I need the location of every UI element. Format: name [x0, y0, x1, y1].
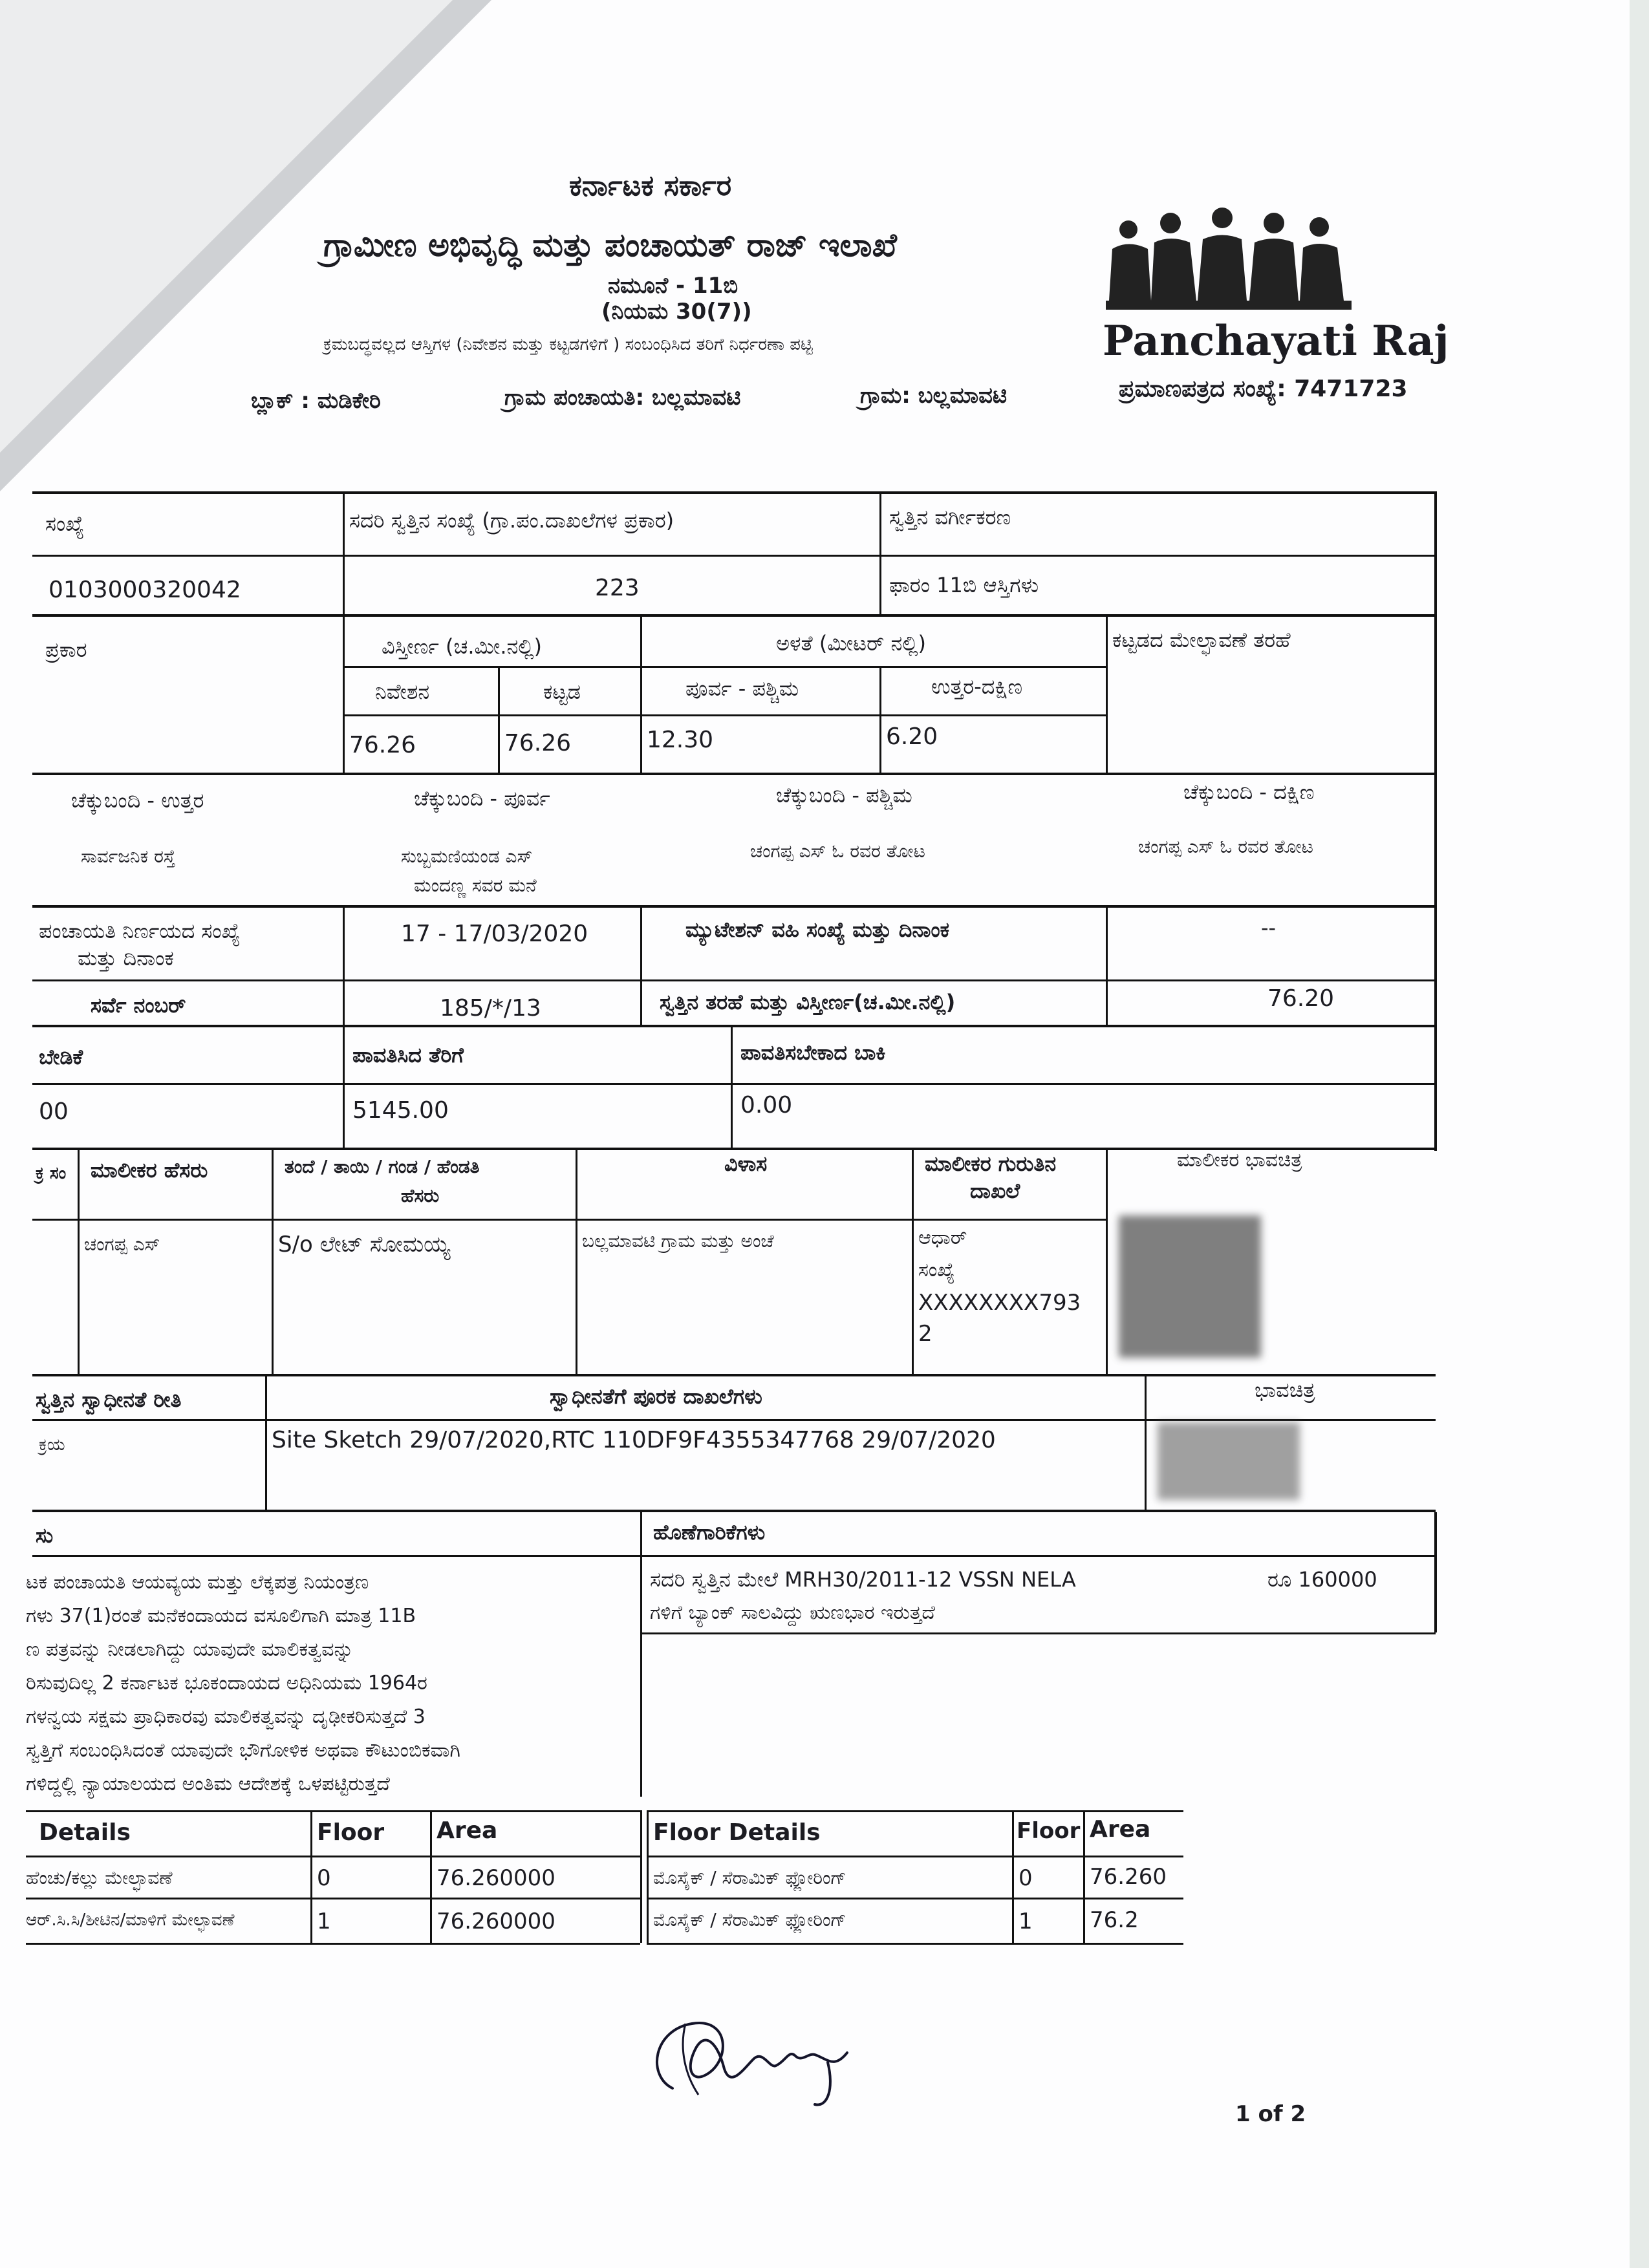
classification-header: ಸ್ವತ್ತಿನ ವರ್ಗೀಕರಣ: [889, 505, 1011, 530]
paid-tax-header: ಪಾವತಿಸಿದ ತೆರಿಗೆ: [352, 1043, 464, 1067]
left-floor-area-2: 76.260000: [436, 1909, 555, 1934]
relation-value: S/o ಲೇಟ್ ಸೋಮಯ್ಯ: [278, 1232, 451, 1257]
relation-header: ತಂದೆ / ತಾಯಿ / ಗಂಡ / ಹೆಂಡತಿ: [285, 1156, 480, 1177]
ownership-photo-header: ಭಾವಚಿತ್ರ: [1255, 1378, 1315, 1402]
property-area-header: ಸ್ವತ್ತಿನ ತರಹೆ ಮತ್ತು ವಿಸ್ತೀರ್ಣ(ಚ.ಮೀ.ನಲ್ಲಿ): [660, 990, 956, 1014]
address-value: ಬಲ್ಲಮಾವಟಿ ಗ್ರಾಮ ಮತ್ತು ಅಂಚೆ: [582, 1230, 774, 1252]
boundary-west-value: ಚಂಗಪ್ಪ ಎಸ್ ಓ ರವರ ತೋಟ: [750, 840, 925, 862]
boundary-east-value-2: ಮಂದಣ್ಣ ಸವರ ಮನೆ: [414, 875, 537, 896]
gram-panchayat-name: ಗ್ರಾಮ ಪಂಚಾಯತಿ: ಬಲ್ಲಮಾವಟಿ: [504, 385, 741, 411]
left-floor-area-1: 76.260000: [436, 1865, 555, 1891]
area-col-header: Area: [436, 1817, 498, 1844]
certificate-number: ಪ್ರಮಾಣಪತ್ರದ ಸಂಖ್ಯೆ: 7471723: [1119, 376, 1408, 402]
area-header: ವಿಸ್ತೀರ್ಣ (ಚ.ಮೀ.ನಲ್ಲಿ): [382, 634, 542, 659]
right-floor-number-2: 1: [1018, 1909, 1033, 1934]
logo-text: Panchayati Raj: [1103, 317, 1449, 365]
owner-name-header: ಮಾಲೀಕರ ಹೆಸರು: [91, 1158, 208, 1182]
mutation-value: --: [1261, 915, 1277, 940]
survey-number-value: 185/*/13: [440, 995, 541, 1022]
classification-value: ಫಾರಂ 11ಬಿ ಆಸ್ತಿಗಳು: [889, 573, 1039, 597]
id-doc-header: ಮಾಲೀಕರ ಗುರುತಿನ: [925, 1151, 1057, 1176]
id-value-3: XXXXXXXX793: [918, 1290, 1081, 1316]
mutation-header: ಮ್ಯುಟೇಶನ್ ವಹಿ ಸಂಖ್ಯೆ ಮತ್ತು ದಿನಾಂಕ: [685, 917, 950, 942]
serial-header: ಕ್ರ ಸಂ: [36, 1164, 67, 1183]
remark-line-5: ಗಳನ್ವಯ ಸಕ್ಷಮ ಪ್ರಾಧಿಕಾರವು ಮಾಲಿಕತ್ವವನ್ನು ದೃಢೀಕರಿಸುತ್ತದೆ 3: [26, 1706, 426, 1728]
form-number: ನಮೂನೆ - 11ಬಿ: [608, 273, 738, 299]
right-floor-area-2: 76.2: [1090, 1907, 1139, 1933]
remarks-header: ಸು: [36, 1523, 54, 1548]
resolution-value: 17 - 17/03/2020: [401, 921, 588, 947]
ownership-method-value: ಕ್ರಯ: [39, 1435, 65, 1455]
demand-header: ಬೇಡಿಕೆ: [39, 1045, 83, 1069]
village-name: ಗ್ರಾಮ: ಬಲ್ಲಮಾವಟಿ: [860, 383, 1008, 409]
roof-type-header: ಕಟ್ಟಡದ ಮೇಲ್ಛಾವಣೆ ತರಹೆ: [1112, 628, 1291, 652]
property-id-value: 0103000320042: [48, 577, 241, 603]
site-area-value: 76.26: [349, 732, 416, 758]
right-floor-detail-2: ಮೊಸೈಕ್ / ಸೆರಾಮಿಕ್ ಫ್ಲೋರಿಂಗ್: [653, 1909, 846, 1931]
liabilities-header: ಹೊಣೆಗಾರಿಕೆಗಳು: [653, 1520, 766, 1545]
address-header: ವಿಳಾಸ: [724, 1151, 768, 1176]
property-area-value: 76.20: [1267, 985, 1335, 1012]
right-floor-number-1: 0: [1018, 1865, 1033, 1891]
liability-line-2: ಗಳಿಗೆ ಬ್ಯಾಂಕ್ ಸಾಲವಿದ್ದು ಋಣಭಾರ ಇರುತ್ತದೆ: [650, 1601, 935, 1624]
measurement-header: ಅಳತೆ (ಮೀಟರ್ ನಲ್ಲಿ): [776, 631, 927, 656]
ownership-docs-header: ಸ್ವಾಧೀನತೆಗೆ ಪೂರಕ ದಾಖಲೆಗಳು: [550, 1384, 762, 1409]
second-photo: [1158, 1422, 1300, 1500]
balance-header: ಪಾವತಿಸಬೇಕಾದ ಬಾಕಿ: [740, 1040, 886, 1065]
boundary-south-value: ಚಂಗಪ್ಪ ಎಸ್ ಓ ರವರ ತೋಟ: [1138, 836, 1313, 857]
signature-icon: [634, 1991, 905, 2121]
property-number-value: 223: [595, 575, 640, 601]
remark-line-1: ಟಕ ಪಂಚಾಯತಿ ಆಯವ್ಯಯ ಮತ್ತು ಲೆಕ್ಕಪತ್ರ ನಿಯಂತ್ರಣ: [26, 1571, 369, 1594]
demand-value: 00: [39, 1098, 69, 1125]
details-header: Details: [39, 1819, 131, 1846]
building-area-value: 76.26: [504, 730, 572, 756]
liability-line-1: ಸದರಿ ಸ್ವತ್ತಿನ ಮೇಲೆ MRH30/2011-12 VSSN NELA: [650, 1567, 1076, 1592]
east-west-value: 12.30: [647, 727, 714, 753]
site-header: ನಿವೇಶನ: [375, 679, 430, 704]
form-subtitle: ಕ್ರಮಬದ್ಧವಲ್ಲದ ಆಸ್ತಿಗಳ (ನಿವೇಶನ ಮತ್ತು ಕಟ್ಟಡಗಳಿಗೆ ) ಸಂಬಂಧಿಸಿದ ತರಿಗೆ ನಿರ್ಧರಣಾ ಪಟ್ಟಿ: [323, 335, 813, 354]
resolution-header-2: ಮತ್ತು ದಿನಾಂಕ: [78, 946, 174, 970]
east-west-header: ಪೂರ್ವ - ಪಶ್ಚಿಮ: [685, 676, 799, 701]
government-title: ಕರ್ನಾಟಕ ಸರ್ಕಾರ: [569, 169, 732, 202]
survey-number-header: ಸರ್ವೆ ನಂಬರ್: [91, 993, 186, 1018]
floor-details-header: Floor Details: [653, 1819, 821, 1846]
ownership-docs-value: Site Sketch 29/07/2020,RTC 110DF9F4355347768 29/07/2020: [272, 1427, 996, 1453]
remark-line-7: ಗಳಿದ್ದಲ್ಲಿ ನ್ಯಾಯಾಲಯದ ಅಂತಿಮ ಆದೇಶಕ್ಕೆ ಒಳಪಟ್ಟಿರುತ್ತದೆ: [26, 1773, 390, 1795]
id-doc-header-2: ದಾಖಲೆ: [970, 1179, 1020, 1203]
boundary-east-header: ಚೆಕ್ಕುಬಂದಿ - ಪೂರ್ವ: [414, 786, 550, 811]
remark-line-2: ಗಳು 37(1)ರಂತೆ ಮನೆಕಂದಾಯದ ವಸೂಲಿಗಾಗಿ ಮಾತ್ರ 11B: [26, 1605, 416, 1627]
owner-name-value: ಚಂಗಪ್ಪ ಎಸ್: [84, 1234, 160, 1255]
relation-header-2: ಹೆಸರು: [401, 1185, 440, 1206]
boundary-east-value: ಸುಬ್ಬಮಣಿಯಂಡ ಎಸ್: [401, 846, 533, 867]
resolution-header: ಪಂಚಾಯತಿ ನಿರ್ಣಯದ ಸಂಖ್ಯೆ: [39, 919, 241, 943]
right-area-header: Area: [1090, 1816, 1151, 1843]
left-floor-detail-1: ಹೆಂಚು/ಕಲ್ಲು ಮೇಲ್ಛಾವಣೆ: [26, 1867, 173, 1888]
block-name: ಬ್ಲಾಕ್ : ಮಡಿಕೇರಿ: [251, 388, 382, 414]
boundary-north-value: ಸಾರ್ವಜನಿಕ ರಸ್ತೆ: [81, 846, 176, 867]
floor-header: Floor: [317, 1819, 385, 1846]
owner-photo-header: ಮಾಲೀಕರ ಭಾವಚಿತ್ರ: [1177, 1149, 1302, 1171]
balance-value: 0.00: [740, 1092, 793, 1118]
id-value-4: 2: [918, 1321, 932, 1347]
number-header: ಸಂಖ್ಯೆ: [45, 511, 85, 536]
right-floor-detail-1: ಮೊಸೈಕ್ / ಸೆರಾಮಿಕ್ ಫ್ಲೋರಿಂಗ್: [653, 1867, 846, 1888]
page-edge: [1630, 0, 1649, 2268]
boundary-west-header: ಚೆಕ್ಕುಬಂದಿ - ಪಶ್ಚಿಮ: [776, 783, 912, 808]
owner-photo: [1119, 1215, 1261, 1358]
type-header: ಪ್ರಕಾರ: [45, 637, 87, 662]
right-floor-area-1: 76.260: [1090, 1864, 1167, 1890]
north-south-value: 6.20: [886, 723, 938, 750]
north-south-header: ಉತ್ತರ-ದಕ್ಷಿಣ: [931, 674, 1023, 699]
left-floor-detail-2: ಆರ್.ಸಿ.ಸಿ/ಶೀಟಿನ/ಮಾಳಿಗೆ ಮೇಲ್ಛಾವಣೆ: [26, 1910, 235, 1930]
liability-amount: ರೂ 160000: [1267, 1567, 1377, 1592]
right-floor-header: Floor: [1017, 1818, 1081, 1844]
left-floor-number-2: 1: [317, 1909, 331, 1934]
property-number-header: ಸದರಿ ಸ್ವತ್ತಿನ ಸಂಖ್ಯೆ (ಗ್ರಾ.ಪಂ.ದಾಖಲೆಗಳ ಪ್ರಕಾರ): [349, 508, 674, 533]
remark-line-3: ಣ ಪತ್ರವನ್ನು ನೀಡಲಾಗಿದ್ದು ಯಾವುದೇ ಮಾಲಿಕತ್ವವನ್ನು: [26, 1638, 354, 1661]
id-value-1: ಆಧಾರ್: [918, 1226, 967, 1249]
rule-number: (ನಿಯಮ 30(7)): [601, 299, 752, 325]
left-floor-number-1: 0: [317, 1865, 331, 1891]
boundary-south-header: ಚೆಕ್ಕುಬಂದಿ - ದಕ್ಷಿಣ: [1183, 780, 1315, 804]
id-value-2: ಸಂಖ್ಯೆ: [918, 1259, 955, 1281]
paid-tax-value: 5145.00: [352, 1097, 449, 1124]
table-rule: [32, 491, 1436, 494]
page-number: 1 of 2: [1235, 2101, 1306, 2127]
remark-line-6: ಸ್ವತ್ತಿಗೆ ಸಂಬಂಧಿಸಿದಂತೆ ಯಾವುದೇ ಭೌಗೋಳಿಕ ಅಥವಾ ಕೌಟುಂಬಿಕವಾಗಿ: [26, 1739, 460, 1762]
boundary-north-header: ಚೆಕ್ಕುಬಂದಿ - ಉತ್ತರ: [71, 788, 204, 813]
remark-line-4: ರಿಸುವುದಿಲ್ಲ 2 ಕರ್ನಾಟಕ ಭೂಕಂದಾಯದ ಅಧಿನಿಯಮ 1964ರ: [26, 1672, 427, 1695]
ownership-method-header: ಸ್ವತ್ತಿನ ಸ್ವಾಧೀನತೆ ರೀತಿ: [36, 1387, 182, 1412]
panchayati-raj-logo-icon: [1099, 204, 1371, 326]
department-title: ಗ್ರಾಮೀಣ ಅಭಿವೃದ್ಧಿ ಮತ್ತು ಪಂಚಾಯತ್ ರಾಜ್ ಇಲಾಖೆ: [323, 226, 897, 264]
building-header: ಕಟ್ಟಡ: [543, 679, 581, 704]
